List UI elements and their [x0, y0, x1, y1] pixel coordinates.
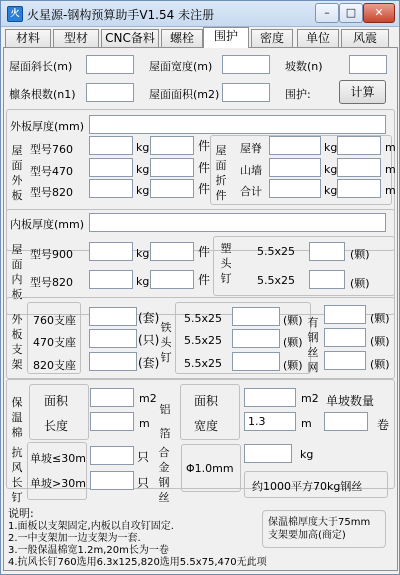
m-unit: m: [301, 417, 312, 430]
insulation-area-input[interactable]: [90, 388, 134, 407]
mesh-input-2[interactable]: [324, 328, 366, 347]
under-30m-label: 单坡≤30m: [30, 452, 86, 465]
alloy-wire-label: 合金钢丝: [158, 446, 170, 504]
kg-unit: kg: [136, 184, 150, 197]
count-unit: (颗): [370, 335, 390, 348]
piece-unit: 只: [137, 476, 150, 490]
support-470-label: 470支座: [33, 336, 76, 349]
support-470-input[interactable]: [89, 329, 137, 348]
outer-thickness-input[interactable]: [89, 115, 386, 134]
slopes-input[interactable]: [349, 55, 387, 74]
window-title: 火星源-钢构预算助手V1.54 未注册: [27, 8, 215, 22]
tab-bolts[interactable]: 螺栓: [161, 29, 203, 47]
nail-size-label: 5.5x25: [184, 334, 223, 347]
plastic-nail-count-input-2[interactable]: [309, 270, 345, 289]
notes-title: 说明:: [8, 507, 34, 520]
count-unit: (颗): [350, 277, 370, 290]
ridge-m-input[interactable]: [337, 136, 381, 155]
gable-m-input[interactable]: [337, 158, 381, 177]
purlin-count-label: 檩条根数(n1): [9, 88, 76, 101]
support-820-label: 820支座: [33, 359, 76, 372]
m2-unit: m2: [139, 392, 157, 405]
kg-unit: kg: [136, 247, 150, 260]
tab-enclosure[interactable]: 围护: [203, 27, 249, 48]
calculate-button[interactable]: 计算: [339, 80, 386, 104]
slope-length-input[interactable]: [86, 55, 134, 74]
note-line-2: 2.一中支架加一边支架为一套.: [8, 533, 141, 544]
roll-unit: 卷: [377, 418, 390, 432]
kg-unit: kg: [136, 275, 150, 288]
piece-unit: (只): [138, 333, 160, 347]
piece-unit: 只: [137, 450, 150, 464]
inner-thickness-label: 内板厚度(mm): [10, 218, 85, 231]
foil-area-input[interactable]: [244, 388, 296, 407]
piece-unit: 件: [198, 182, 211, 196]
inner-900-piece-input[interactable]: [150, 242, 194, 261]
aluminum-foil-label: 铝箔: [159, 403, 171, 440]
outer-470-kg-input[interactable]: [89, 158, 133, 177]
title-bar: [1, 1, 399, 27]
outer-820-kg-input[interactable]: [89, 179, 133, 198]
roof-area-label: 屋面面积(m2): [149, 88, 220, 101]
support-760-input[interactable]: [89, 307, 137, 326]
tab-materials[interactable]: 材料: [5, 29, 51, 47]
count-unit: (颗): [283, 314, 303, 327]
roof-width-label: 屋面宽度(m): [149, 60, 213, 73]
insulation-area-label: 面积: [44, 394, 69, 408]
inner-820-kg-input[interactable]: [89, 270, 133, 289]
m-unit: m: [385, 163, 396, 176]
tab-density[interactable]: 密度: [251, 29, 293, 47]
count-unit: (颗): [370, 358, 390, 371]
support-760-label: 760支座: [33, 314, 76, 327]
support-820-input[interactable]: [89, 352, 137, 371]
insulation-length-label: 长度: [44, 419, 69, 433]
slope-length-label: 屋面斜长(m): [9, 60, 73, 73]
nail-size-label: 5.5x25: [184, 357, 223, 370]
wind-nail-side-label: 抗风长钉: [11, 446, 23, 504]
inner-model-900-label: 型号900: [30, 248, 73, 261]
foil-area-label: 面积: [194, 394, 219, 408]
gable-label: 山墙: [240, 164, 262, 177]
foil-width-label: 宽度: [194, 419, 219, 433]
outer-760-kg-input[interactable]: [89, 136, 133, 155]
roof-area-input[interactable]: [222, 83, 270, 102]
mesh-input-3[interactable]: [324, 351, 366, 370]
m-unit: m: [139, 417, 150, 430]
total-kg-input[interactable]: [269, 179, 321, 198]
insulation-length-input[interactable]: [90, 412, 134, 431]
close-button[interactable]: ✕: [363, 3, 395, 23]
nail-size-label: 5.5x25: [257, 245, 296, 258]
note-line-1: 1.面板以支架固定,内板以自攻钉固定.: [8, 521, 174, 532]
tab-sections[interactable]: 型材: [53, 29, 99, 47]
fold-side-label: 屋面折件: [215, 144, 227, 202]
minimize-button[interactable]: –: [315, 3, 339, 23]
set-unit: (套): [138, 356, 160, 370]
total-m-input[interactable]: [337, 179, 381, 198]
piece-unit: 件: [198, 161, 211, 175]
plastic-nail-count-input-1[interactable]: [309, 242, 345, 261]
inner-820-piece-input[interactable]: [150, 270, 194, 289]
count-unit: (颗): [283, 359, 303, 372]
set-unit: (套): [138, 311, 160, 325]
under-30m-input[interactable]: [90, 446, 134, 465]
enclosure-panel: [3, 47, 398, 571]
tab-units[interactable]: 单位: [297, 29, 339, 47]
single-slope-count-label: 单坡数量: [326, 394, 375, 408]
inner-panel-side-label: 屋面内板: [11, 243, 23, 301]
m-unit: m: [385, 184, 396, 197]
iron-nail-count-input-1[interactable]: [232, 307, 280, 326]
count-unit: (颗): [350, 248, 370, 261]
outer-model-820-label: 型号820: [30, 186, 73, 199]
over-30m-label: 单坡>30m: [30, 477, 86, 490]
note-line-4: 4.抗风长钉760选用6.3x125,820选用5.5x75,470无此项: [8, 557, 267, 568]
kg-unit: kg: [324, 141, 338, 154]
outer-thickness-label: 外板厚度(mm): [10, 120, 85, 133]
kg-unit: kg: [324, 163, 338, 176]
outer-panel-side-label: 屋面外板: [11, 144, 23, 202]
iron-nail-count-input-3[interactable]: [232, 352, 280, 371]
wire-diameter-label: Φ1.0mm: [186, 462, 234, 475]
piece-unit: 件: [198, 245, 211, 259]
piece-unit: 件: [198, 273, 211, 287]
ridge-label: 屋脊: [240, 142, 262, 155]
gable-kg-input[interactable]: [269, 158, 321, 177]
outer-model-760-label: 型号760: [30, 143, 73, 156]
inner-thickness-input[interactable]: [89, 213, 386, 232]
kg-unit: kg: [300, 448, 314, 461]
iron-nail-label: 铁头钉: [160, 321, 172, 364]
tab-wind[interactable]: 风震: [341, 29, 389, 47]
mesh-input-1[interactable]: [324, 305, 366, 324]
slopes-label: 坡数(n): [285, 60, 323, 73]
maximize-button[interactable]: □: [339, 3, 363, 23]
plastic-nail-label: 塑头钉: [220, 242, 232, 285]
enclosure-label: 围护:: [285, 88, 311, 101]
kg-unit: kg: [136, 141, 150, 154]
tab-cnc[interactable]: CNC备料: [101, 29, 159, 47]
kg-unit: kg: [324, 184, 338, 197]
m2-unit: m2: [301, 392, 319, 405]
outer-760-piece-input[interactable]: [150, 136, 194, 155]
outer-470-piece-input[interactable]: [150, 158, 194, 177]
inner-900-kg-input[interactable]: [89, 242, 133, 261]
wire-kg-input[interactable]: [244, 444, 292, 463]
count-unit: (颗): [370, 312, 390, 325]
ridge-kg-input[interactable]: [269, 136, 321, 155]
nail-size-label: 5.5x25: [257, 274, 296, 287]
nail-size-label: 5.5x25: [184, 312, 223, 325]
insulation-tip: 保温棉厚度大于75mm支架要加高(商定): [268, 517, 371, 541]
insulation-side-label: 保温棉: [11, 396, 23, 439]
purlin-count-input[interactable]: [86, 83, 134, 102]
wire-note: 约1000平方70kg钢丝: [252, 480, 363, 493]
kg-unit: kg: [136, 163, 150, 176]
app-icon: 火: [7, 6, 23, 22]
tab-bar: [3, 29, 397, 49]
total-label: 合计: [240, 185, 262, 198]
piece-unit: 件: [198, 139, 211, 153]
inner-model-820-label: 型号820: [30, 276, 73, 289]
note-line-3: 3.一般保温棉宽1.2m,20m长为一卷: [8, 545, 169, 556]
iron-nail-count-input-2[interactable]: [232, 329, 280, 348]
wire-mesh-label: 有钢丝网: [307, 316, 319, 374]
outer-820-piece-input[interactable]: [150, 179, 194, 198]
roof-width-input[interactable]: [222, 55, 270, 74]
support-side-label: 外板支架: [11, 313, 23, 371]
outer-model-470-label: 型号470: [30, 165, 73, 178]
single-slope-count-input[interactable]: [324, 412, 368, 431]
m-unit: m: [385, 141, 396, 154]
foil-width-input[interactable]: 1.3: [244, 412, 296, 431]
over-30m-input[interactable]: [90, 471, 134, 490]
count-unit: (颗): [283, 336, 303, 349]
